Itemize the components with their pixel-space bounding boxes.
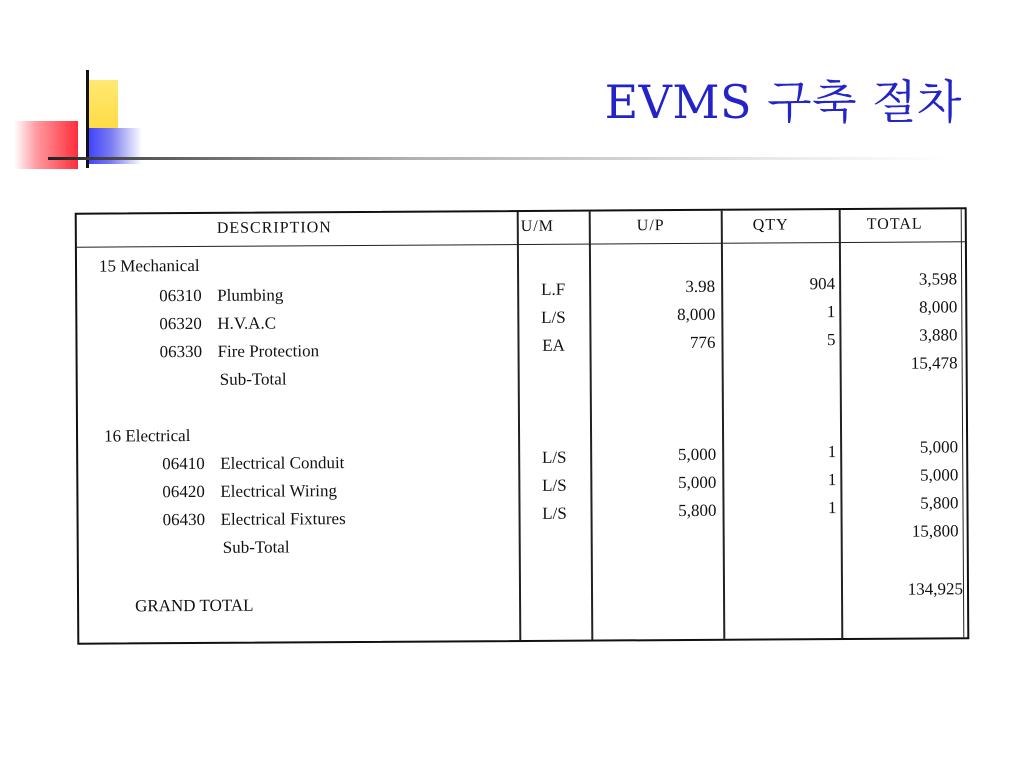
header-up: U/P	[636, 217, 665, 235]
subtotal-label: Sub-Total	[219, 369, 287, 389]
item-code: 06330	[159, 341, 203, 362]
header-um: U/M	[520, 217, 555, 236]
item-um: L/S	[541, 447, 567, 467]
item-um: L/S	[542, 475, 567, 495]
item-um: L.F	[541, 279, 566, 299]
slide-title: EVMS 구축 절차	[604, 75, 962, 129]
item-code: 06420	[162, 481, 205, 502]
grand-total-label: GRAND TOTAL	[135, 595, 254, 616]
item-total: 3,880	[919, 325, 958, 345]
item-total: 3,598	[918, 269, 958, 289]
item-total: 8,000	[918, 297, 958, 317]
item-code: 06320	[159, 313, 202, 334]
item-code: 06430	[162, 509, 206, 530]
header-total: TOTAL	[866, 215, 923, 233]
decor-red-block	[14, 121, 78, 169]
section-heading: 16 Electrical	[103, 426, 191, 446]
item-total: 5,800	[920, 493, 959, 513]
decor-vertical-line	[86, 70, 89, 168]
item-qty: 5	[826, 330, 836, 350]
item-total: 5,000	[919, 437, 959, 457]
item-um: EA	[542, 335, 565, 355]
item-up: 776	[689, 332, 716, 352]
item-up: 5,000	[677, 444, 717, 465]
item-code: 06310	[159, 285, 202, 306]
item-name: Electrical Fixtures	[220, 509, 346, 529]
item-name: Electrical Wiring	[220, 481, 337, 501]
item-up: 5,000	[678, 472, 717, 493]
subtotal-value: 15,478	[910, 353, 958, 373]
item-total: 5,000	[919, 465, 959, 485]
header-qty: QTY	[752, 216, 789, 234]
cost-table	[75, 207, 970, 644]
item-name: Fire Protection	[217, 341, 320, 361]
item-qty: 1	[827, 470, 837, 490]
item-name: Electrical Conduit	[220, 453, 345, 473]
section-heading: 15 Mechanical	[98, 255, 200, 276]
column-divider	[589, 212, 594, 640]
item-qty: 1	[827, 498, 837, 518]
item-qty: 1	[826, 302, 836, 322]
column-divider	[517, 212, 522, 640]
item-up: 8,000	[677, 304, 716, 325]
item-up: 3.98	[685, 276, 716, 296]
title-underline	[48, 157, 948, 160]
item-qty: 904	[809, 274, 836, 294]
subtotal-label: Sub-Total	[222, 537, 290, 557]
item-code: 06410	[162, 453, 205, 474]
item-up: 5,800	[678, 500, 717, 521]
header-description: DESCRIPTION	[216, 219, 332, 237]
item-um: L/S	[540, 307, 566, 327]
column-divider	[961, 209, 965, 637]
table-header	[77, 209, 965, 247]
column-divider	[839, 210, 844, 638]
item-um: L/S	[542, 503, 567, 523]
subtotal-value: 15,800	[911, 521, 959, 541]
item-name: H.V.A.C	[217, 313, 277, 333]
item-name: Plumbing	[217, 285, 284, 305]
item-qty: 1	[827, 442, 837, 462]
column-divider	[721, 211, 726, 639]
grand-total-value: 134,925	[907, 579, 964, 599]
